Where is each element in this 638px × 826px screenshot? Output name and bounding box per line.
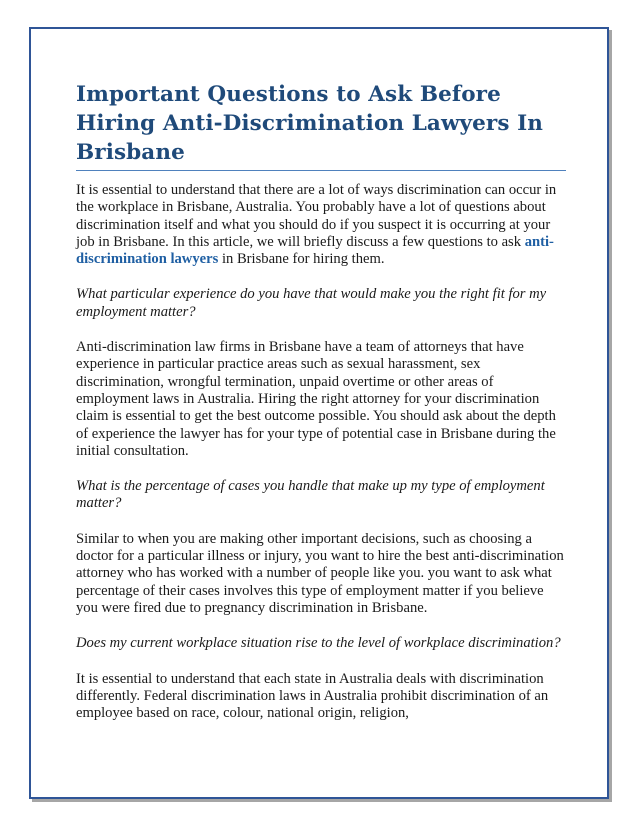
document-content — [76, 80, 564, 740]
intro-text-after-link: in Brisbane for hiring them. — [218, 251, 385, 268]
intro-text-before-link: It is essential to understand that there are a lot of ways discrimination can occur in the workplace in Brisbane, Australia. You probably have a lot of questions about discrimination itself and what you should do if you suspect it is occurring at your job in Brisbane. In this article, we will briefly discuss a few questions to ask — [76, 182, 557, 250]
intro-paragraph — [76, 182, 564, 268]
answer-3: It is essential to understand that each state in Australia deals with discrimination differently. Federal discrimination laws in Australia prohibit discrimination of an employee based on race, colour, national origin, religion, — [76, 670, 549, 722]
answer-1: Anti-discrimination law firms in Brisbane have a team of attorneys that have experience in particular practice areas such as sexual harassment, sex discrimination, wrongful termination, unpaid overtime or other areas of employment laws in Australia. Hiring the right attorney for your discrimination claim is essential to get the best outcome possible. You should ask about the depth of experience the lawyer has for your type of potential case in Brisbane during the initial consultation. — [76, 339, 556, 459]
answer-2: Similar to when you are making other important decisions, such as choosing a doctor for a particular illness or injury, you want to hire the best anti-discrimination attorney who has worked with a number of people like you. you want to ask what percentage of their cases involves this type of employment matter if you believe you were fired due to pregnancy discrimination in Brisbane. — [76, 530, 564, 616]
title-underline — [76, 170, 566, 171]
question-1: What particular experience do you have that would make you the right fit for my employment matter? — [76, 286, 547, 320]
document-title: Important Questions to Ask Before Hiring Anti-Discrimination Lawyers In Brisbane — [76, 82, 544, 165]
question-3: Does my current workplace situation rise to the level of workplace discrimination? — [76, 635, 561, 652]
question-2: What is the percentage of cases you handle that make up my type of employment matter? — [76, 478, 545, 512]
anti-discrimination-lawyers-link[interactable]: anti-discrimination lawyers — [76, 233, 554, 268]
